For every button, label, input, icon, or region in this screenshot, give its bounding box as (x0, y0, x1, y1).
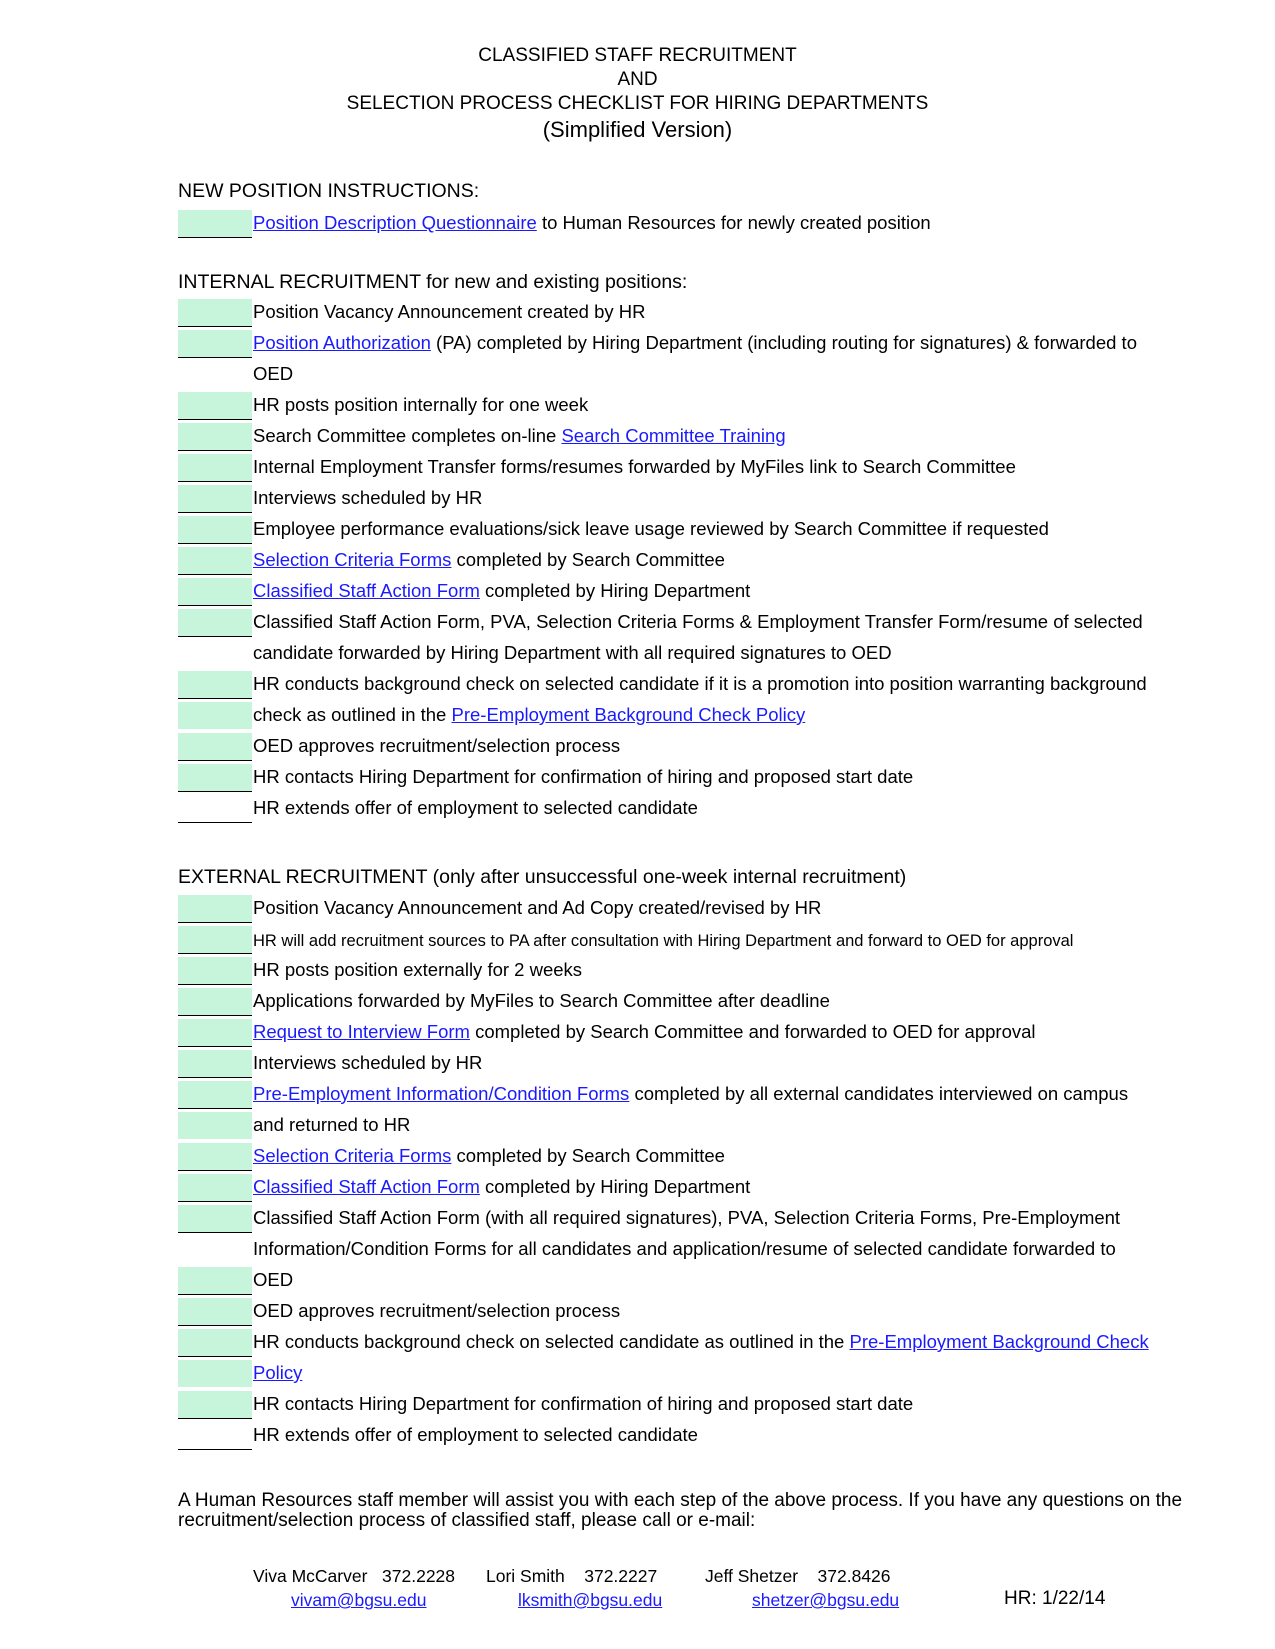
row-text: candidate forwarded by Hiring Department with all required signatures to OED (253, 642, 892, 663)
classified-staff-action-form-link[interactable]: Classified Staff Action Form (253, 580, 480, 601)
row-text: Search Committee completes on-line Search Committee Training (253, 425, 786, 446)
request-to-interview-form-link[interactable]: Request to Interview Form (253, 1021, 470, 1042)
row-text: HR conducts background check on selected candidate as outlined in the Pre-Employment Background Check (253, 1331, 1149, 1352)
contact-phone: 372.2227 (584, 1566, 658, 1586)
checklist-row (178, 1017, 1198, 1048)
checklist-row (178, 1110, 1198, 1141)
row-text: Employee performance evaluations/sick leave usage reviewed by Search Committee if requested (253, 518, 1049, 539)
checkbox-field[interactable] (178, 988, 252, 1016)
row-text: Request to Interview Form completed by Search Committee and forwarded to OED for approval (253, 1021, 1036, 1042)
checklist-row (178, 1420, 1198, 1451)
background-check-policy-link[interactable]: Pre-Employment Background Check (849, 1331, 1149, 1352)
checklist-row (178, 793, 1198, 824)
contact-phone: 372.8426 (817, 1566, 891, 1586)
internal-recruitment-heading: INTERNAL RECRUITMENT for new and existing positions: (178, 271, 688, 293)
row-text: Pre-Employment Information/Condition Forms completed by all external candidates interviewed on campus (253, 1083, 1129, 1104)
row-text: Classified Staff Action Form completed by Hiring Department (253, 1176, 751, 1197)
row-text: OED (253, 363, 294, 384)
checklist-row (178, 1296, 1198, 1327)
row-text: Interviews scheduled by HR (253, 487, 483, 508)
checkbox-field[interactable] (178, 423, 252, 451)
selection-criteria-forms-link[interactable]: Selection Criteria Forms (253, 549, 452, 570)
checkbox-field[interactable] (178, 702, 252, 729)
row-text: OED approves recruitment/selection process (253, 735, 621, 756)
checklist-row (178, 297, 1198, 328)
contact-viva (253, 1566, 455, 1587)
checklist-row (178, 1172, 1198, 1203)
email-link-jeff[interactable]: shetzer@bgsu.edu (752, 1590, 900, 1610)
checklist-row (178, 1203, 1198, 1234)
checklist-row (178, 483, 1198, 514)
checklist-row (178, 669, 1198, 700)
revision-date: HR: 1/22/14 (1004, 1588, 1106, 1609)
checkbox-field[interactable] (178, 764, 252, 792)
checkbox-field[interactable] (178, 1205, 252, 1233)
contact-name: Jeff Shetzer (705, 1566, 799, 1586)
row-text: check as outlined in the Pre-Employment Background Check Policy (253, 704, 806, 725)
row-text: HR contacts Hiring Department for confirmation of hiring and proposed start date (253, 766, 914, 787)
assistance-note (178, 1491, 1188, 1531)
row-text: OED (253, 1269, 294, 1290)
row-text: HR posts position externally for 2 weeks (253, 959, 583, 980)
policy-link[interactable]: Policy (253, 1362, 303, 1383)
title-line-2: AND (617, 69, 658, 90)
row-text: Selection Criteria Forms completed by Search Committee (253, 549, 725, 570)
checklist-row (178, 328, 1198, 359)
checkbox-field[interactable] (178, 795, 252, 823)
search-committee-training-link[interactable]: Search Committee Training (561, 425, 786, 446)
document-title (0, 44, 1275, 144)
contact-phone: 372.2228 (382, 1566, 456, 1586)
checkbox-field[interactable] (178, 516, 252, 544)
checkbox-field[interactable] (178, 454, 252, 482)
row-text: Classified Staff Action Form completed by Hiring Department (253, 580, 751, 601)
checklist-row (178, 390, 1198, 421)
checkbox-field[interactable] (178, 1081, 252, 1109)
checklist-row (178, 1141, 1198, 1172)
checklist-row (178, 576, 1198, 607)
checklist-row (178, 1265, 1198, 1296)
checklist-row (178, 700, 1198, 731)
checklist-row (178, 421, 1198, 452)
row-text: Information/Condition Forms for all candidates and application/resume of selected candidate forwarded to (253, 1238, 1116, 1259)
checklist-row (178, 1079, 1198, 1110)
external-recruitment-heading: EXTERNAL RECRUITMENT (only after unsuccessful one-week internal recruitment) (178, 866, 907, 888)
checkbox-field[interactable] (178, 1050, 252, 1078)
checklist-row (178, 1389, 1198, 1420)
checklist-row (178, 986, 1198, 1017)
row-text: Classified Staff Action Form (with all required signatures), PVA, Selection Criteria Forms, Pre-Employment (253, 1207, 1121, 1228)
row-text: Position Description Questionnaire to Human Resources for newly created position (253, 212, 931, 233)
row-text: and returned to HR (253, 1114, 411, 1135)
checklist-row (178, 514, 1198, 545)
checkbox-field[interactable] (178, 895, 252, 923)
row-text: Applications forwarded by MyFiles to Search Committee after deadline (253, 990, 830, 1011)
checkbox-field[interactable] (178, 1422, 252, 1450)
position-description-questionnaire-link[interactable]: Position Description Questionnaire (253, 212, 537, 233)
checkbox-field[interactable] (178, 1143, 252, 1171)
checkbox-field[interactable] (178, 392, 252, 420)
pre-employment-condition-forms-link[interactable]: Pre-Employment Information/Condition Forms (253, 1083, 630, 1104)
classified-staff-action-form-link[interactable]: Classified Staff Action Form (253, 1176, 480, 1197)
row-text: Position Vacancy Announcement created by HR (253, 301, 646, 322)
row-text: Selection Criteria Forms completed by Search Committee (253, 1145, 725, 1166)
contact-lori (486, 1566, 657, 1587)
checkbox-field[interactable] (178, 1329, 252, 1357)
contact-name: Viva McCarver (253, 1566, 368, 1586)
contact-jeff (705, 1566, 891, 1587)
row-text: HR extends offer of employment to selected candidate (253, 1424, 698, 1445)
checkbox-field[interactable] (178, 1360, 252, 1387)
checkbox-field[interactable] (178, 1298, 252, 1326)
checkbox-field[interactable] (178, 671, 252, 699)
background-check-policy-link[interactable]: Pre-Employment Background Check Policy (451, 704, 806, 725)
checklist-row (178, 1048, 1198, 1079)
checkbox-field[interactable] (178, 547, 252, 575)
row-text: Position Authorization (PA) completed by Hiring Department (including routing for signatures) & forwarded to (253, 332, 1137, 353)
row-text: Interviews scheduled by HR (253, 1052, 483, 1073)
row-text: HR extends offer of employment to selected candidate (253, 797, 698, 818)
checklist-row (178, 1358, 1198, 1389)
checklist-row (178, 893, 1198, 924)
new-position-heading: NEW POSITION INSTRUCTIONS: (178, 180, 480, 202)
row-text: HR will add recruitment sources to PA after consultation with Hiring Department and forward to OED for approval (253, 932, 1074, 950)
row-text: Internal Employment Transfer forms/resumes forwarded by MyFiles link to Search Committee (253, 456, 1016, 477)
checklist-row (178, 452, 1198, 483)
checklist-row (178, 762, 1198, 793)
checkbox-field[interactable] (178, 1267, 252, 1295)
checkbox-field[interactable] (178, 1112, 252, 1139)
checklist-row (178, 731, 1198, 762)
row-text: Position Vacancy Announcement and Ad Copy created/revised by HR (253, 897, 822, 918)
row-text (253, 1362, 302, 1384)
checklist-row-continued (178, 359, 1198, 390)
checkbox-field[interactable] (178, 299, 252, 327)
checkbox-field[interactable] (178, 926, 252, 954)
checklist-row (178, 1327, 1198, 1358)
checklist-row (178, 545, 1198, 576)
checkbox-field[interactable] (178, 210, 252, 238)
assistance-line-2: recruitment/selection process of classified staff, please call or e-mail: (178, 1510, 756, 1531)
row-text: Classified Staff Action Form, PVA, Selection Criteria Forms & Employment Transfer Form/resume of selected (253, 611, 1143, 632)
checkbox-field[interactable] (178, 1174, 252, 1202)
checkbox-field[interactable] (178, 330, 252, 358)
checkbox-field[interactable] (178, 609, 252, 637)
title-line-3: SELECTION PROCESS CHECKLIST FOR HIRING DEPARTMENTS (346, 93, 929, 114)
row-text: HR posts position internally for one week (253, 394, 589, 415)
position-authorization-link[interactable]: Position Authorization (253, 332, 431, 353)
title-subtitle: (Simplified Version) (542, 117, 733, 142)
assistance-line-1: A Human Resources staff member will assist you with each step of the above process. If you have any questions on the (178, 1490, 1183, 1511)
row-text: OED approves recruitment/selection process (253, 1300, 621, 1321)
contact-name: Lori Smith (486, 1566, 565, 1586)
title-line-1: CLASSIFIED STAFF RECRUITMENT (478, 45, 797, 66)
checklist-row (178, 607, 1198, 638)
checklist-row-continued (178, 638, 1198, 669)
selection-criteria-forms-link[interactable]: Selection Criteria Forms (253, 1145, 452, 1166)
checkbox-field[interactable] (178, 578, 252, 606)
row-text: HR conducts background check on selected candidate if it is a promotion into position warranting background (253, 673, 1147, 694)
checkbox-field[interactable] (178, 1019, 252, 1047)
email-link-lori[interactable]: lksmith@bgsu.edu (518, 1590, 663, 1610)
checkbox-field[interactable] (178, 733, 252, 761)
checkbox-field[interactable] (178, 957, 252, 985)
checkbox-field[interactable] (178, 1391, 252, 1419)
checklist-row (178, 208, 1198, 239)
checkbox-field[interactable] (178, 485, 252, 513)
row-text: HR contacts Hiring Department for confirmation of hiring and proposed start date (253, 1393, 914, 1414)
checklist-row (178, 924, 1198, 955)
checklist-row-continued (178, 1234, 1198, 1265)
checklist-row (178, 955, 1198, 986)
email-link-viva[interactable]: vivam@bgsu.edu (291, 1590, 427, 1610)
